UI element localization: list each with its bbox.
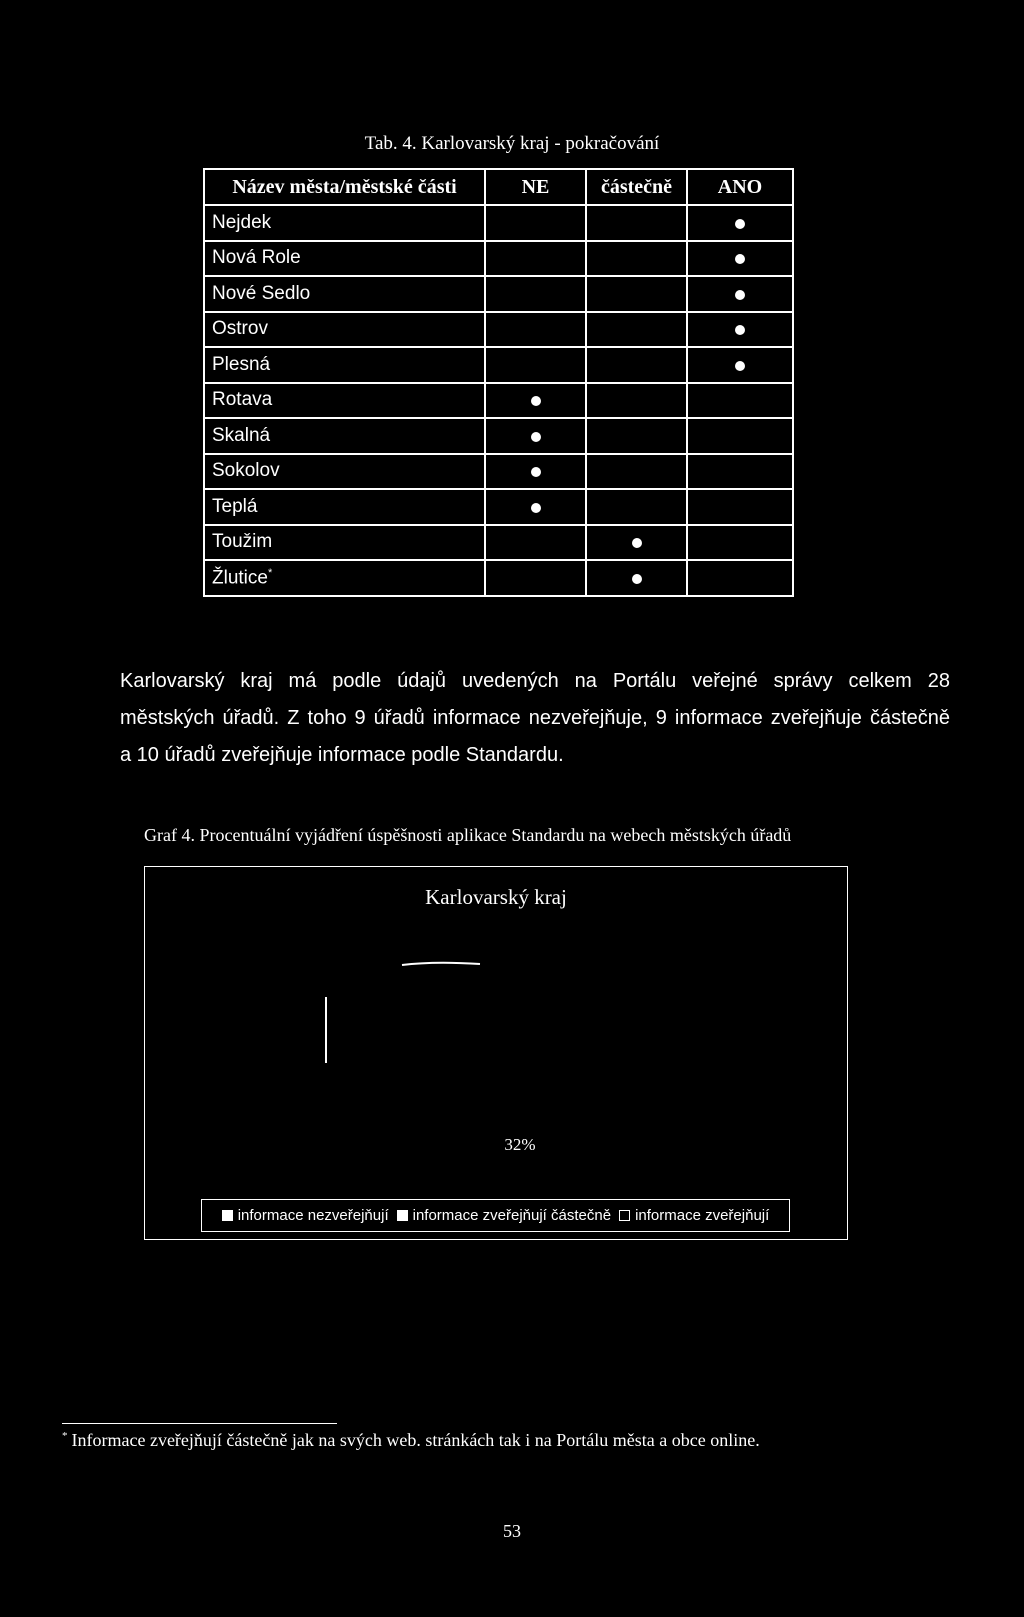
table-caption: Tab. 4. Karlovarský kraj - pokračování (364, 133, 660, 154)
city-name (204, 312, 485, 348)
cities-table (203, 168, 794, 597)
status-cell (586, 205, 687, 241)
paragraph-line: a 10 úřadů zveřejňuje informace podle Standardu. (120, 744, 564, 766)
pie-data-label: 32% (504, 1135, 536, 1154)
city-name-text: Toužim (212, 531, 273, 553)
city-name-text: Nové Sedlo (212, 282, 311, 304)
status-cell (485, 383, 586, 419)
table-row (204, 312, 793, 348)
table-row (204, 383, 793, 419)
city-name (204, 205, 485, 241)
city-name-text: Plesná (212, 353, 271, 375)
status-cell (586, 525, 687, 561)
header-city: Název města/městské části (204, 169, 485, 205)
city-name (204, 560, 485, 596)
footnote-rule (62, 1423, 337, 1424)
status-cell (586, 454, 687, 490)
city-name-text: Teplá (212, 495, 258, 517)
status-cell (687, 418, 793, 454)
city-name-text: Sokolov (212, 460, 280, 482)
legend-label: informace zveřejňují (635, 1207, 770, 1224)
bullet-mark (531, 503, 541, 513)
legend-item (397, 1207, 611, 1224)
city-name-text: Skalná (212, 424, 271, 446)
status-cell (485, 241, 586, 277)
status-cell (485, 525, 586, 561)
bullet-mark (632, 574, 642, 584)
city-name (204, 489, 485, 525)
status-cell (485, 312, 586, 348)
city-name-text: Žlutice (212, 566, 268, 588)
status-cell (687, 205, 793, 241)
city-name (204, 241, 485, 277)
status-cell (687, 383, 793, 419)
table-row (204, 525, 793, 561)
legend-swatch (397, 1210, 408, 1221)
status-cell (586, 347, 687, 383)
legend-label: informace nezveřejňují (237, 1207, 389, 1224)
table-row (204, 205, 793, 241)
city-name-text: Nejdek (212, 211, 272, 233)
footnote (62, 1430, 760, 1451)
status-cell (586, 312, 687, 348)
status-cell (485, 489, 586, 525)
legend-swatch (222, 1210, 233, 1221)
bullet-mark (735, 219, 745, 229)
paragraph-line: městských úřadů. Z toho 9 úřadů informace nezveřejňuje, 9 informace zveřejňuje částečně (120, 707, 950, 729)
status-cell (485, 276, 586, 312)
table-row (204, 347, 793, 383)
header-ne: NE (485, 169, 586, 205)
city-name (204, 383, 485, 419)
table-row (204, 489, 793, 525)
header-castecne: částečně (586, 169, 687, 205)
status-cell (586, 418, 687, 454)
bullet-mark (735, 361, 745, 371)
table-row (204, 454, 793, 490)
footnote-marker: * (62, 1430, 68, 1442)
status-cell (485, 454, 586, 490)
header-ano: ANO (687, 169, 793, 205)
status-cell (586, 489, 687, 525)
bullet-mark (735, 254, 745, 264)
summary-paragraph (120, 663, 950, 774)
legend-item (619, 1207, 769, 1224)
status-cell (687, 489, 793, 525)
status-cell (687, 454, 793, 490)
status-cell (485, 560, 586, 596)
table-row (204, 560, 793, 596)
status-cell (687, 347, 793, 383)
bullet-mark (531, 396, 541, 406)
legend-label: informace zveřejňují částečně (412, 1207, 612, 1224)
table-header-row (204, 169, 793, 205)
status-cell (586, 560, 687, 596)
city-name (204, 418, 485, 454)
city-name-text: Nová Role (212, 247, 301, 269)
footnote-marker: * (267, 566, 273, 579)
status-cell (586, 241, 687, 277)
status-cell (687, 560, 793, 596)
status-cell (485, 205, 586, 241)
table-row (204, 241, 793, 277)
status-cell (687, 276, 793, 312)
status-cell (687, 525, 793, 561)
city-name (204, 454, 485, 490)
status-cell (586, 383, 687, 419)
pie-chart (144, 866, 848, 1240)
city-name-text: Ostrov (212, 318, 268, 340)
table-row (204, 418, 793, 454)
status-cell (687, 312, 793, 348)
chart-title: Karlovarský kraj (425, 885, 567, 909)
city-name (204, 276, 485, 312)
status-cell (485, 347, 586, 383)
bullet-mark (735, 325, 745, 335)
bullet-mark (531, 467, 541, 477)
legend-swatch (619, 1210, 630, 1221)
footnote-text: Informace zveřejňují částečně jak na svých web. stránkách tak i na Portálu města a obce online. (71, 1430, 760, 1450)
status-cell (586, 276, 687, 312)
city-name (204, 347, 485, 383)
status-cell (687, 241, 793, 277)
paragraph-line: Karlovarský kraj má podle údajů uvedených na Portálu veřejné správy celkem 28 (120, 670, 950, 692)
city-name (204, 525, 485, 561)
table-row (204, 276, 793, 312)
chart-legend (201, 1199, 790, 1232)
status-cell (485, 418, 586, 454)
city-name-text: Rotava (212, 389, 273, 411)
bullet-mark (531, 432, 541, 442)
bullet-mark (735, 290, 745, 300)
bullet-mark (632, 538, 642, 548)
graph-caption: Graf 4. Procentuální vyjádření úspěšnosti aplikace Standardu na webech městských úřadů (144, 825, 792, 845)
page-number: 53 (503, 1521, 521, 1541)
legend-item (222, 1207, 389, 1224)
pie-edge-top (402, 963, 480, 965)
